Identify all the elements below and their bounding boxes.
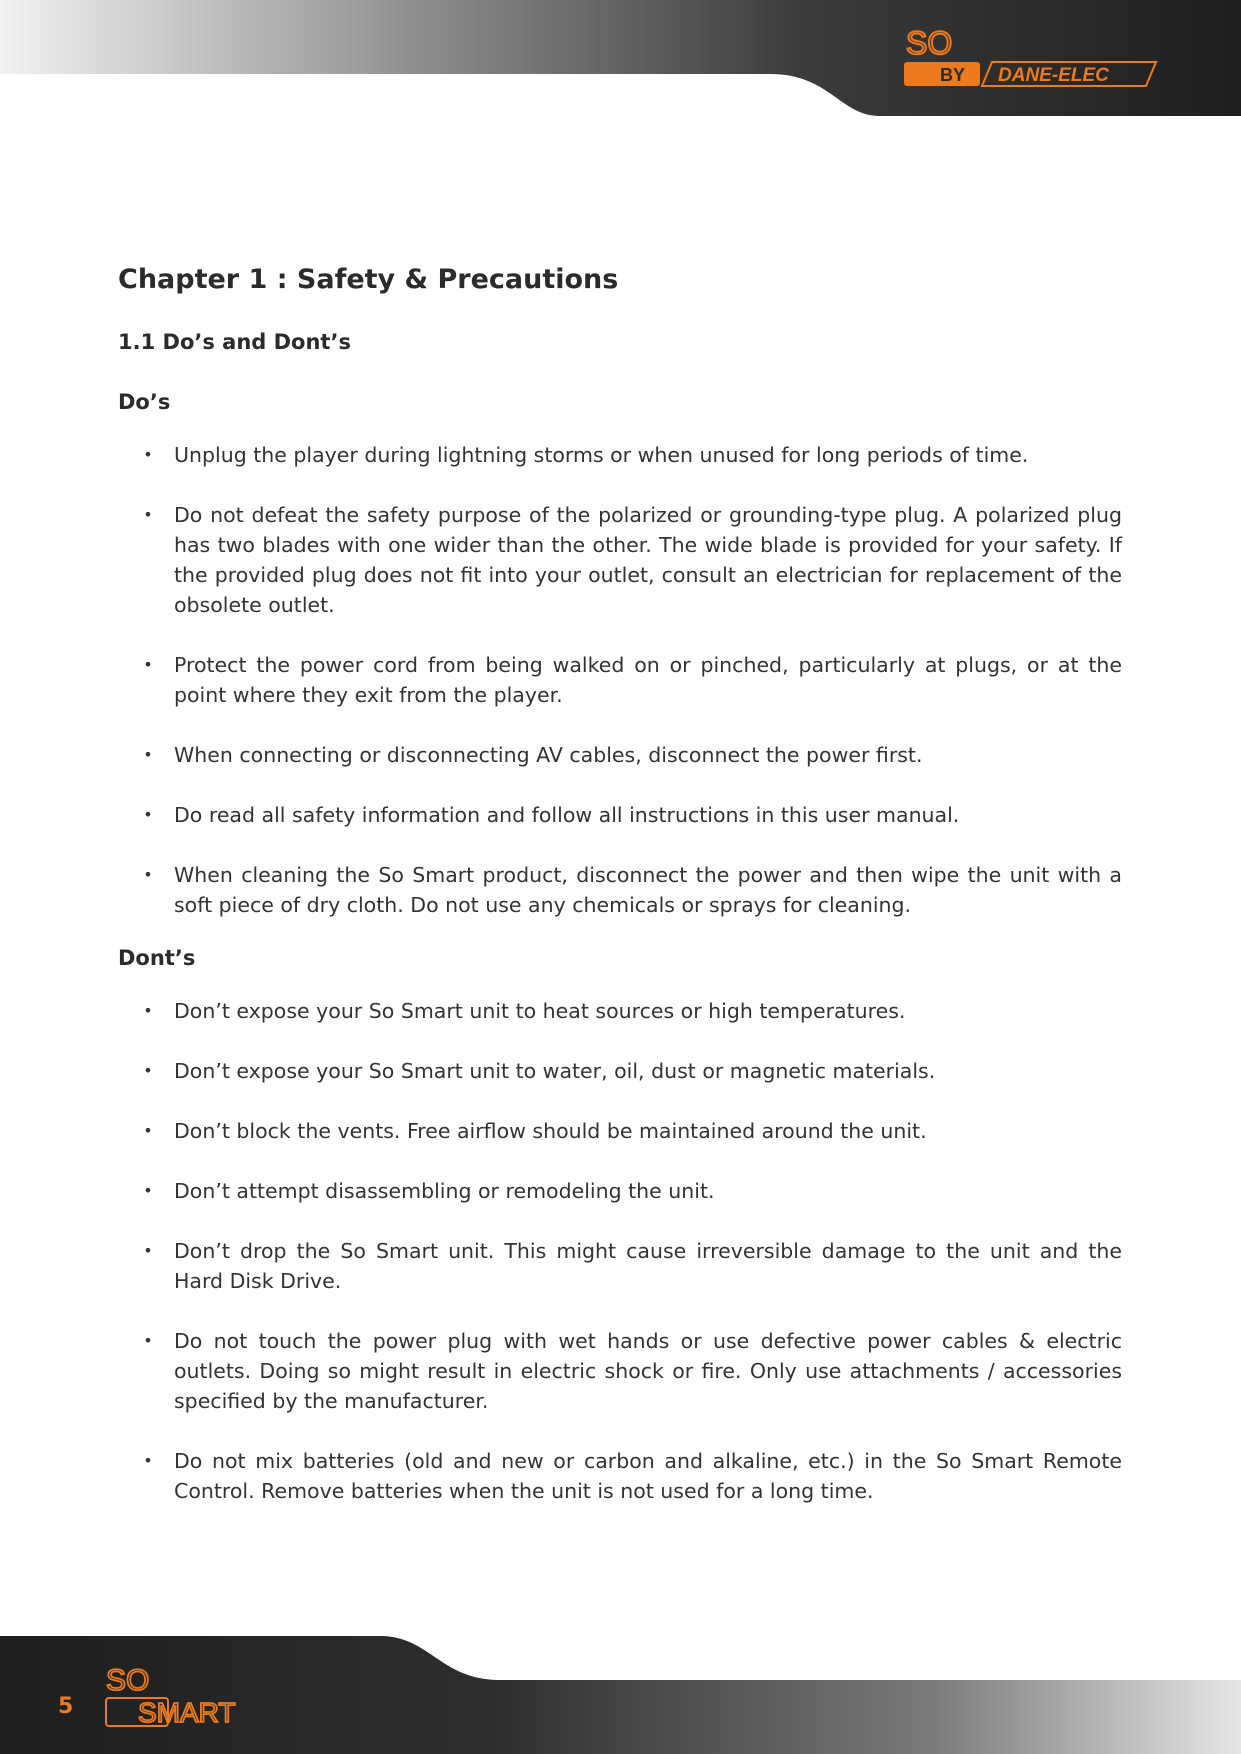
page-content [118,258,1122,1520]
chapter-title: Chapter 1 : Safety & Precautions [118,264,619,295]
list-item: • Don’t expose your So Smart unit to heat sources or high temperatures. [118,996,1122,1026]
list-item: • When cleaning the So Smart product, disconnect the power and then wipe the unit with a soft piece of dry cloth. Do not use any chemicals or sprays for cleaning. [118,860,1122,920]
list-item: • Do read all safety information and follow all instructions in this user manual. [118,800,1122,830]
logo-company-text: DANE-ELEC [998,65,1109,86]
list-item: • Don’t attempt disassembling or remodeling the unit. [118,1176,1122,1206]
page-number: 5 [58,1694,74,1719]
dos-heading: Do’s [118,390,171,414]
bullet-icon: • [143,505,153,524]
list-item: • Don’t block the vents. Free airflow should be maintained around the unit. [118,1116,1122,1146]
list-item: • Don’t expose your So Smart unit to water, oil, dust or magnetic materials. [118,1056,1122,1086]
bullet-icon: • [143,805,153,824]
list-item: • When connecting or disconnecting AV cables, disconnect the power first. [118,740,1122,770]
bullet-icon: • [143,865,153,884]
footer-logo-smart-text: SMART [138,1697,236,1728]
brand-logo-footer [104,1662,304,1728]
bullet-icon: • [143,1121,153,1140]
bullet-icon: • [143,1331,153,1350]
logo-so-text: SO [906,25,953,61]
list-item: • Unplug the player during lightning storms or when unused for long periods of time. [118,440,1122,470]
bullet-icon: • [143,1181,153,1200]
dos-list [118,440,1122,920]
donts-heading: Dont’s [118,946,196,970]
bullet-icon: • [143,1001,153,1020]
section-title: 1.1 Do’s and Dont’s [118,330,351,354]
bullet-icon: • [143,1241,153,1260]
list-item: • Don’t drop the So Smart unit. This might cause irreversible damage to the unit and the Hard Disk Drive. [118,1236,1122,1296]
bullet-icon: • [143,745,153,764]
donts-list [118,996,1122,1506]
list-item: • Do not touch the power plug with wet hands or use defective power cables & electric outlets. Doing so might result in electric shock or fire. Only use attachments / accessories specified by the manufacturer. [118,1326,1122,1416]
bullet-icon: • [143,1061,153,1080]
logo-by-text: BY [940,65,966,85]
bullet-icon: • [143,445,153,464]
brand-logo-header [900,24,1160,90]
list-item: • Do not mix batteries (old and new or carbon and alkaline, etc.) in the So Smart Remote Control. Remove batteries when the unit is not used for a long time. [118,1446,1122,1506]
list-item: • Protect the power cord from being walked on or pinched, particularly at plugs, or at the point where they exit from the player. [118,650,1122,710]
bullet-icon: • [143,655,153,674]
footer-logo-so-text: SO [106,1664,150,1697]
list-item: • Do not defeat the safety purpose of the polarized or grounding-type plug. A polarized plug has two blades with one wider than the other. The wide blade is provided for your safety. If the provided plug does not fit into your outlet, consult an electrician for replacement of the obsolete outlet. [118,500,1122,620]
bullet-icon: • [143,1451,153,1470]
